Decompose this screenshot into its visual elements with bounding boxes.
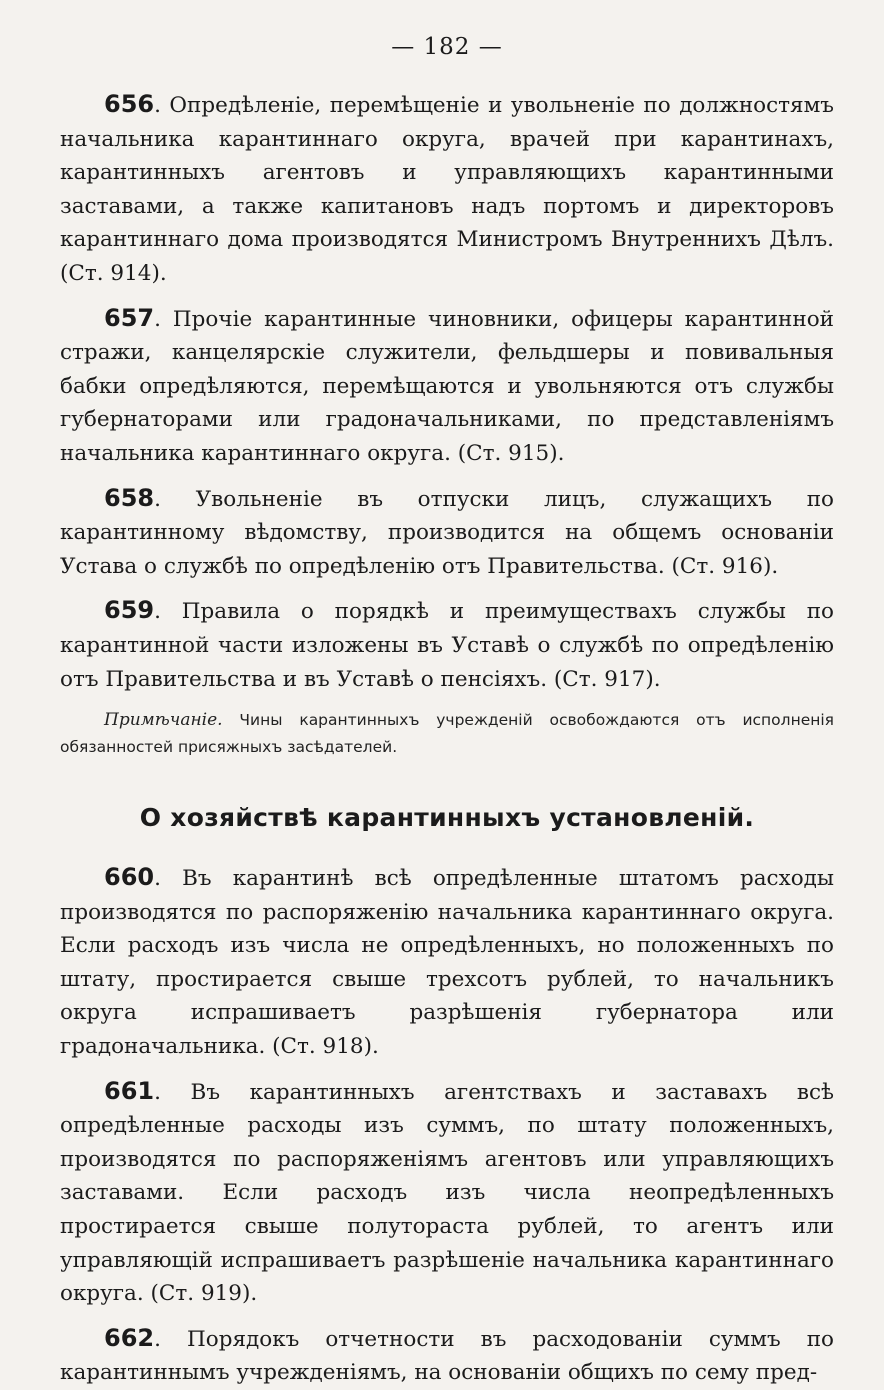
article-number: 659: [104, 596, 155, 625]
article-text: . Порядокъ отчетности въ расходованіи суммъ по карантиннымъ учрежденіямъ, на основаніи общихъ по сему пред-: [60, 1326, 834, 1386]
article-number: 656: [104, 90, 155, 118]
article-659: [60, 594, 834, 696]
article-number: 658: [104, 483, 155, 512]
article-number: 662: [104, 1323, 155, 1352]
article-text: . Въ карантинѣ всѣ опредѣленные штатомъ расходы производятся по распоряженію начальника карантиннаго округа. Если расходъ изъ числа не опредѣленныхъ, но положенныхъ по штату, простирается свыше трехсотъ рублей, то начальникъ округа испрашиваетъ разрѣшенія губернатора или градоначальника. (Ст. 918).: [60, 866, 834, 1060]
article-660: [60, 861, 834, 1064]
article-number: 657: [104, 303, 155, 332]
article-text: . Въ карантинныхъ агентствахъ и заставахъ всѣ опредѣленные расходы изъ суммъ, по штату положенныхъ, производятся по распоряженіямъ агентовъ или управляющихъ заставами. Если расходъ изъ числа неопредѣленныхъ простирается свыше полутораста рублей, то агентъ или управляющій испрашиваетъ разрѣшеніе начальника карантиннаго округа. (Ст. 919).: [60, 1079, 834, 1307]
article-text: . Увольненіе въ отпуски лицъ, служащихъ по карантинному вѣдомству, производится на общемъ основаніи Устава о службѣ по опредѣленію отъ Правительства. (Ст. 916).: [60, 486, 834, 579]
article-text: . Опредѣленіе, перемѣщеніе и увольненіе по должностямъ начальника карантиннаго округа, врачей при карантинахъ, карантинныхъ агентовъ и управляющихъ карантинными заставами, а также капитановъ надъ портомъ и директоровъ карантиннаго дома производятся Министромъ Внутреннихъ Дѣлъ. (Ст. 914).: [60, 93, 834, 286]
article-662: [60, 1322, 834, 1390]
article-number: 661: [104, 1076, 155, 1105]
note-text: Чины карантинныхъ учрежденій освобождаются отъ исполненія обязанностей присяжныхъ засѣдателей.: [60, 711, 834, 757]
section-heading: О хозяйствѣ карантинныхъ установленій.: [139, 803, 755, 833]
article-text: . Прочіе карантинные чиновники, офицеры карантинной стражи, канцелярскіе служители, фельдшеры и повивальныя бабки опредѣляются, перемѣщаются и увольняются отъ службы губернаторами или градоначальниками, по представленіямъ начальника карантиннаго округа. (Ст. 915).: [60, 306, 834, 466]
note: [60, 707, 834, 761]
page-number: — 182 —: [391, 34, 503, 60]
article-number: 660: [104, 863, 155, 892]
article-657: [60, 302, 834, 471]
article-text: . Правила о порядкѣ и преимуществахъ службы по карантинной части изложены въ Уставѣ о службѣ по опредѣленію отъ Правительства и въ Уставѣ о пенсіяхъ. (Ст. 917).: [60, 599, 834, 692]
note-label: Примѣчаніе.: [104, 710, 223, 731]
article-661: [60, 1075, 834, 1311]
article-658: [60, 482, 834, 584]
article-656: [60, 88, 834, 291]
